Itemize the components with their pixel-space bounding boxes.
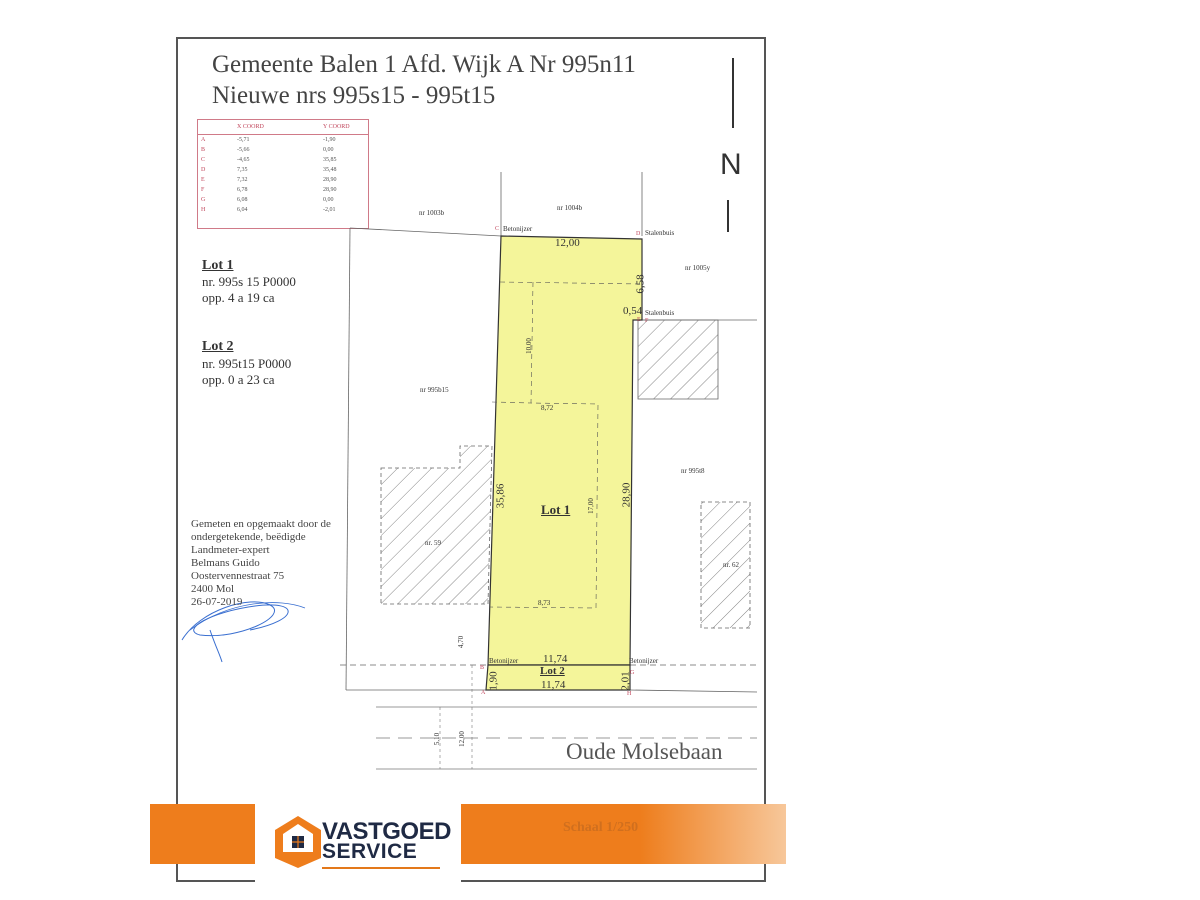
coord-cell-p: C — [201, 157, 206, 163]
dim-front: 4,70 — [457, 635, 466, 649]
dim-top: 12,00 — [555, 237, 580, 249]
surveyor-line: ondergetekende, beëdigde — [191, 531, 306, 543]
marker-stalenbuis-f: Stalenbuis — [645, 309, 675, 317]
coord-cell-p: E — [201, 177, 205, 183]
lot1-number: nr. 995s 15 P0000 — [202, 274, 296, 289]
street-name: Oude Molsebaan — [566, 739, 723, 764]
lot2-heading: Lot 2 — [202, 339, 234, 354]
parcel-label-995t8: nr 995t8 — [681, 467, 705, 475]
north-arrow-icon: N — [720, 148, 742, 181]
dim-lot2-bottom: 11,74 — [541, 679, 566, 691]
dim-road2: 12,00 — [457, 731, 466, 747]
banner-left — [150, 804, 255, 864]
parcel-label-995b15: nr 995b15 — [420, 386, 449, 394]
lot1-heading: Lot 1 — [202, 258, 234, 273]
parcel-label-59: nr. 59 — [425, 539, 441, 547]
map-lot2-label: Lot 2 — [540, 665, 565, 677]
coord-cell-p: G — [201, 197, 206, 203]
logo-text-line1: VASTGOED — [322, 818, 451, 845]
dim-inner-v1: 10,00 — [524, 338, 533, 354]
parcel-label-62: nr. 62 — [723, 561, 739, 569]
dim-right: 28,90 — [620, 482, 633, 508]
coord-cell-y: -2,01 — [323, 207, 336, 213]
coord-cell-x: -5,71 — [237, 137, 250, 143]
scale-label: Schaal 1/250 — [563, 820, 639, 835]
lot2-number: nr. 995t15 P0000 — [202, 356, 292, 371]
coord-cell-y: -1,90 — [323, 137, 336, 143]
coord-cell-x: -4,65 — [237, 157, 250, 163]
coord-cell-y: 28,90 — [323, 187, 337, 193]
dim-left: 35,86 — [494, 483, 507, 509]
logo-underline — [322, 867, 440, 869]
dim-lot2-right: 2,01 — [619, 671, 632, 691]
house-logo-icon — [273, 814, 323, 870]
marker-stalenbuis-d: Stalenbuis — [645, 229, 675, 237]
marker-betonijzer-c: Betonijzer — [503, 225, 533, 233]
parcel-label-1004b: nr 1004b — [557, 204, 583, 212]
parcel-label-1003b: nr 1003b — [419, 209, 445, 217]
dim-lot2-left: 1,90 — [487, 671, 500, 691]
coord-cell-p: A — [201, 137, 206, 143]
surveyor-line: 26-07-2019 — [191, 596, 243, 608]
dim-step: 0,54 — [623, 305, 643, 317]
coord-cell-p: D — [201, 167, 206, 173]
marker-betonijzer-g: Betonijzer — [629, 657, 659, 665]
coord-cell-x: 7,32 — [237, 177, 248, 183]
dim-inner-v2: 17,00 — [586, 498, 595, 514]
vastgoed-service-logo — [255, 794, 461, 894]
surveyor-line: Oostervennestraat 75 — [191, 570, 285, 582]
surveyor-block — [191, 518, 331, 609]
plan-title-line1: Gemeente Balen 1 Afd. Wijk A Nr 995n11 — [212, 51, 636, 78]
coord-cell-p: F — [201, 187, 205, 193]
plan-title-line2: Nieuwe nrs 995s15 - 995t15 — [212, 82, 496, 109]
surveyor-line: Landmeter-expert — [191, 544, 270, 556]
coord-cell-y: 35,85 — [323, 157, 337, 163]
coord-header-y: Y COORD — [320, 120, 368, 135]
coord-cell-x: 6,04 — [237, 207, 248, 213]
logo-text-line2: SERVICE — [322, 840, 418, 863]
dim-inner-h2: 8,73 — [538, 599, 551, 607]
coord-cell-x: 6,78 — [237, 187, 248, 193]
coord-cell-y: 28,90 — [323, 177, 337, 183]
coord-cell-y: 35,48 — [323, 167, 337, 173]
dim-road1: 5,10 — [433, 732, 442, 746]
dim-right-top: 6,58 — [634, 274, 647, 294]
surveyor-line: 2400 Mol — [191, 583, 235, 595]
coord-cell-y: 0,00 — [323, 197, 334, 203]
coord-cell-x: -5,66 — [237, 147, 250, 153]
banner-right — [461, 804, 786, 864]
dim-lot2-top: 11,74 — [543, 653, 568, 665]
surveyor-line: Belmans Guido — [191, 557, 260, 569]
coord-cell-y: 0,00 — [323, 147, 334, 153]
lot1-area: opp. 4 a 19 ca — [202, 290, 275, 305]
coord-cell-x: 6,08 — [237, 197, 248, 203]
coord-header-x: X COORD — [234, 120, 320, 135]
dim-inner-h1: 8,72 — [541, 404, 554, 412]
map-lot1-label: Lot 1 — [541, 502, 571, 517]
coord-cell-p: H — [201, 207, 206, 213]
lot2-area: opp. 0 a 23 ca — [202, 372, 275, 387]
surveyor-line: Gemeten en opgemaakt door de — [191, 518, 331, 530]
coord-cell-p: B — [201, 147, 206, 153]
marker-betonijzer-b: Betonijzer — [489, 657, 519, 665]
coord-cell-x: 7,35 — [237, 167, 248, 173]
parcel-label-1005y: nr 1005y — [685, 264, 711, 272]
